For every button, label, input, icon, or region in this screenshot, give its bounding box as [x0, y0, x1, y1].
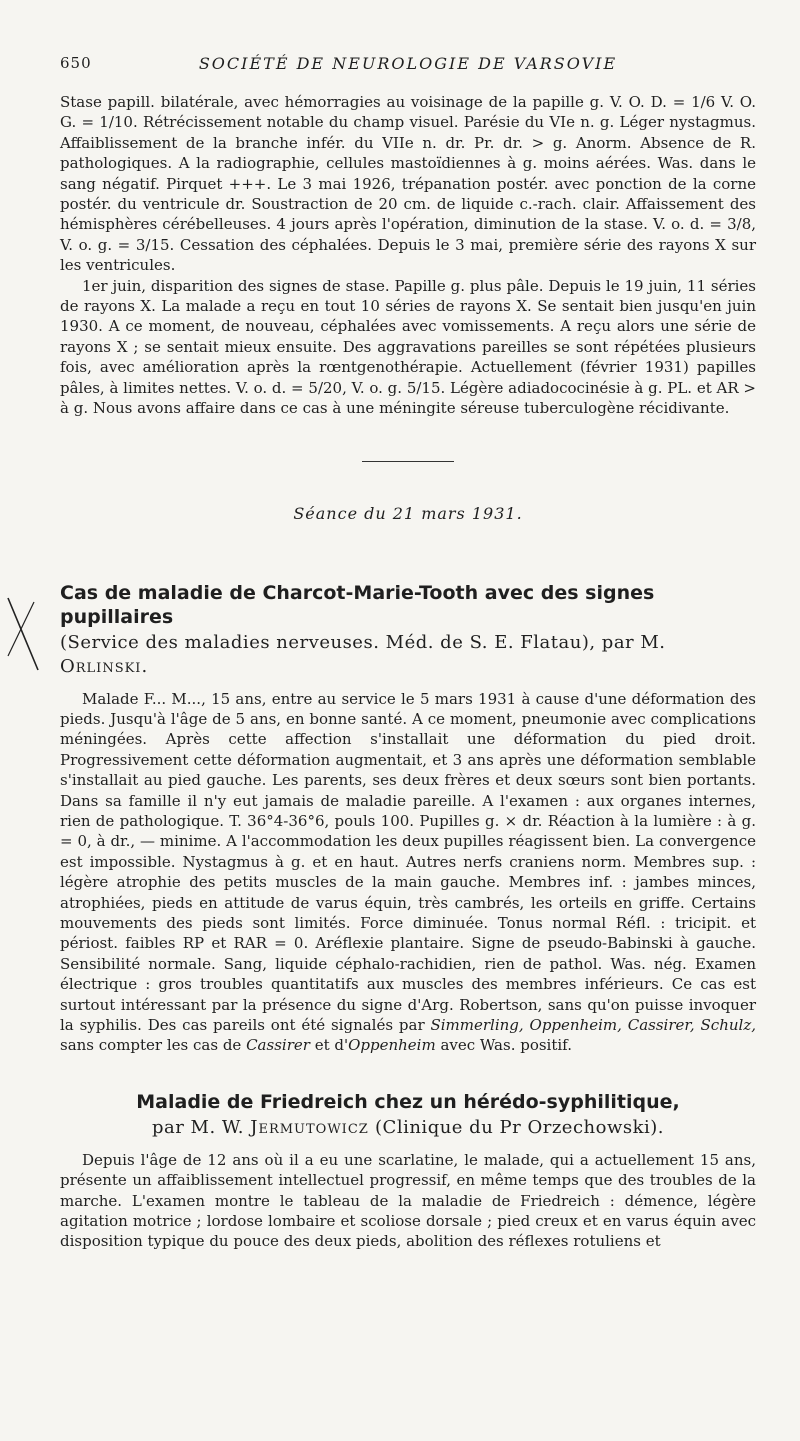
article-1-byline-prefix: (Service des maladies nerveuses. Méd. de S. E. Flatau), par M. — [60, 631, 666, 653]
continued-paragraph-2: 1er juin, disparition des signes de stase. Papille g. plus pâle. Depuis le 19 juin, 11 séries de rayons X. La malade a reçu en tout 10 séries de rayons X. Se sentait bien jusqu'en juin 1930. A ce moment, de nouveau, céphalées avec vomissements. A reçu alors une série de rayons X ; se sentait mieux ensuite. Des aggravations pareilles se sont répétées plusieurs fois, avec amélioration après la rœntgenothérapie. Actuellement (février 1931) papilles pâles, à limites nettes. V. o. d. = 5/20, V. o. g. 5/15. Légère adiadococinésie à g. PL. et AR > à g. Nous avons affaire dans ce cas à une méningite séreuse tuberculogène récidivante. — [60, 276, 756, 418]
article-2-author: Jermutowicz — [250, 1116, 369, 1138]
article-1-text-cont2: et d' — [309, 1036, 349, 1055]
page-content — [60, 92, 756, 1252]
page-number: 650 — [60, 54, 92, 72]
article-2-paragraph: Depuis l'âge de 12 ans où il a eu une scarlatine, le malade, qui a actuellement 15 ans, présente un affaiblissement intellectuel progressif, en même temps que des troubles de la marche. L'examen montre le tableau de la maladie de Friedreich : démence, légère agitation motrice ; lordose lombaire et scoliose dorsale ; pied creux et en varus équin avec disposition typique du pouce des deux pieds, abolition des réflexes rotuliens et — [60, 1150, 756, 1251]
article-2-byline-prefix: par M. W. — [151, 1116, 251, 1138]
article-1-cited-author-3: Oppenheim — [348, 1036, 436, 1055]
article-1-author: Orlinski. — [60, 655, 149, 677]
article-1-text-end: avec Was. positif. — [435, 1036, 572, 1055]
article-2-byline — [60, 1116, 756, 1140]
article-2-byline-suffix: (Clinique du Pr Orzechowski). — [368, 1116, 665, 1138]
running-header — [60, 54, 756, 78]
margin-cross-mark — [4, 594, 40, 674]
session-heading: Séance du 21 mars 1931. — [293, 503, 523, 523]
article-1-text: Malade F... M..., 15 ans, entre au service le 5 mars 1931 à cause d'une déformation des pieds. Jusqu'à l'âge de 5 ans, en bonne santé. A ce moment, pneumonie avec complications méningées. Après cette affection s'installait une déformation du pied droit. Progressivement cette déformation augmentait, et 3 ans après une déformation semblable s'installait au pied gauche. Les parents, ses deux frères et deux sœurs sont bien portants. Dans sa famille il n'y eut jamais de maladie pareille. A l'examen : aux organes internes, rien de pathologique. T. 36°4-36°6, pouls 100. Pupilles g. × dr. Réaction à la lumière : à g. = 0, à dr., — minime. A l'accommodation les deux pupilles réagissent bien. La convergence est impossible. Nystagmus à g. et en haut. Autres nerfs craniens norm. Membres sup. : légère atrophie des petits muscles de la main gauche. Membres inf. : jambes minces, atrophiées, pieds en attitude de varus équin, très cambrés, les orteils en griffe. Certains mouvements des pieds sont limités. Force diminuée. Tonus normal Réfl. : tricipit. et périost. faibles RP et RAR = 0. Aréflexie plantaire. Signe de pseudo-Babinski à gauche. Sensibilité normale. Sang, liquide céphalo-rachidien, rien de pathol. Was. nég. Examen électrique : gros troubles quantitatifs aux muscles des membres inférieurs. Ce cas est surtout intéressant par la présence du signe d'Arg. Robertson, sans qu'on puisse invoquer la syphilis. Des cas pareils ont été signalés par — [60, 689, 756, 1034]
article-1-text-cont: sans compter les cas de — [60, 1036, 247, 1055]
journal-title: SOCIÉTÉ DE NEUROLOGIE DE VARSOVIE — [198, 54, 618, 73]
article-2-title: Maladie de Friedreich chez un hérédo-syphilitique, — [136, 1090, 680, 1113]
section-divider — [362, 461, 454, 462]
continued-paragraph-1: Stase papill. bilatérale, avec hémorragies au voisinage de la papille g. V. O. D. = 1/6 V. O. G. = 1/10. Rétrécissement notable du champ visuel. Parésie du VIe n. g. Léger nystagmus. Affaiblissement de la branche infér. du VIIe n. dr. Pr. dr. > g. Anorm. Absence de R. pathologiques. A la radiographie, cellules mastoïdiennes à g. moins aérées. Was. dans le sang négatif. Pirquet +++. Le 3 mai 1926, trépanation postér. avec ponction de la corne postér. du ventricule dr. Soustraction de 20 cm. de liquide c.-rach. clair. Affaissement des hémisphères cérébelleuses. 4 jours après l'opération, diminution de la stase. V. o. d. = 3/8, V. o. g. = 3/15. Cessation des céphalées. Depuis le 3 mai, première série des rayons X sur les ventricules. — [60, 93, 756, 275]
article-1-title: Cas de maladie de Charcot-Marie-Tooth avec des signes pupillaires — [60, 581, 655, 628]
article-1-cited-author-2: Cassirer — [246, 1036, 310, 1055]
article-1-cited-authors: Simmerling, Oppenheim, Cassirer, Schulz, — [430, 1016, 756, 1034]
article-1-byline — [60, 631, 756, 679]
article-1-paragraph — [60, 689, 756, 1056]
